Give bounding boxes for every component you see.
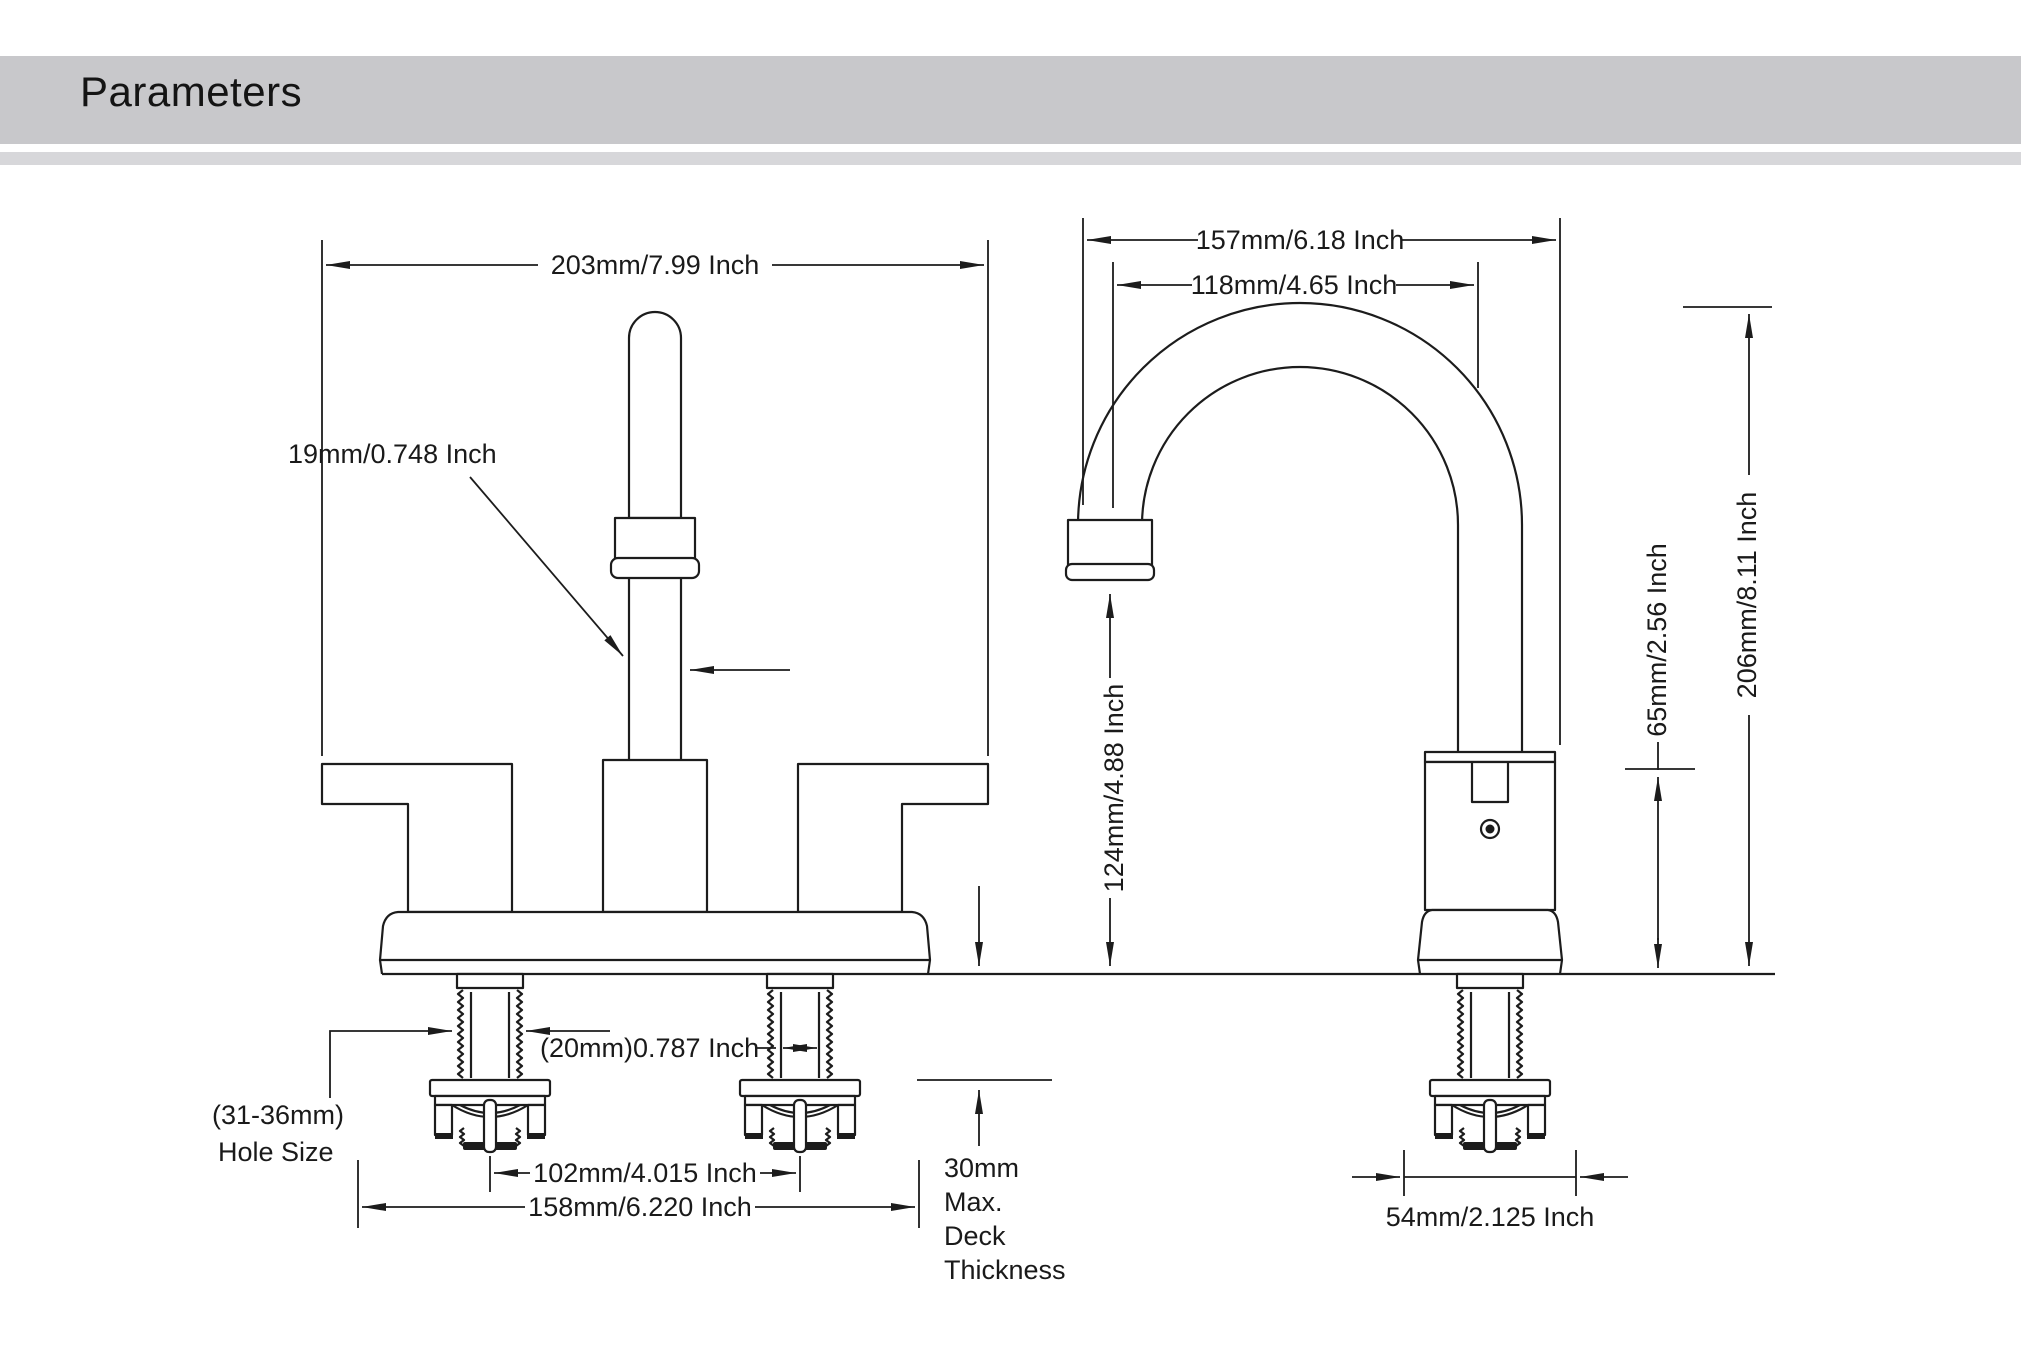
dim-deck-line4: Thickness — [944, 1255, 1066, 1285]
dim-shank-width — [1352, 1150, 1628, 1232]
spout-collar — [615, 518, 695, 560]
center-body — [603, 760, 707, 912]
dim-body-height-label: 65mm/2.56 Inch — [1642, 543, 1672, 737]
side-body-cap — [1425, 752, 1555, 762]
side-body — [1425, 762, 1555, 910]
right-handle — [798, 764, 988, 912]
aerator-lip — [1066, 564, 1154, 580]
page-title: Parameters — [80, 68, 303, 115]
dim-faucet-centers-label: 102mm/4.015 Inch — [533, 1158, 757, 1188]
dim-hole-size-line1: (31-36mm) — [212, 1100, 345, 1130]
dim-overall-width-label: 203mm/7.99 Inch — [550, 250, 760, 280]
front-view — [322, 312, 1775, 1152]
spout-inner-arc — [1142, 367, 1458, 525]
dim-deck-thickness — [917, 886, 1066, 1285]
dim-spout-clearance-label: 124mm/4.88 Inch — [1099, 683, 1129, 893]
spout-collar-lip — [611, 558, 699, 578]
dim-deck-line1: 30mm — [944, 1153, 1020, 1183]
dim-spout-reach — [1113, 262, 1478, 508]
dim-shank-bore — [540, 1033, 817, 1063]
dim-shank-bore-label: (20mm)0.787 Inch — [540, 1033, 760, 1063]
dim-overall-reach-label: 157mm/6.18 Inch — [1195, 225, 1405, 255]
dim-shank-width-label: 54mm/2.125 Inch — [1385, 1202, 1595, 1232]
left-handle — [322, 764, 512, 912]
dim-deck-line3: Deck — [944, 1221, 1006, 1251]
dim-spout-diameter — [288, 439, 790, 670]
dim-faucet-centers — [490, 1156, 800, 1192]
spout-top — [629, 312, 681, 518]
dim-hole-size-line2: Hole Size — [218, 1137, 334, 1167]
dim-overall-height-label: 206mm/8.11 Inch — [1732, 491, 1762, 699]
dim-base-width-label: 158mm/6.220 Inch — [528, 1192, 752, 1222]
side-base-escutcheon — [1418, 910, 1562, 960]
dim-spout-diameter-label: 19mm/0.748 Inch — [288, 439, 497, 469]
dim-deck-line2: Max. — [944, 1187, 1003, 1217]
dim-overall-height — [1683, 307, 1772, 966]
dim-body-height — [1625, 543, 1695, 968]
dim-spout-clearance — [1099, 594, 1129, 966]
aerator — [1068, 520, 1152, 568]
dim-spout-reach-label: 118mm/4.65 Inch — [1190, 270, 1398, 300]
side-view — [1066, 303, 1562, 1152]
base-escutcheon — [380, 912, 930, 960]
